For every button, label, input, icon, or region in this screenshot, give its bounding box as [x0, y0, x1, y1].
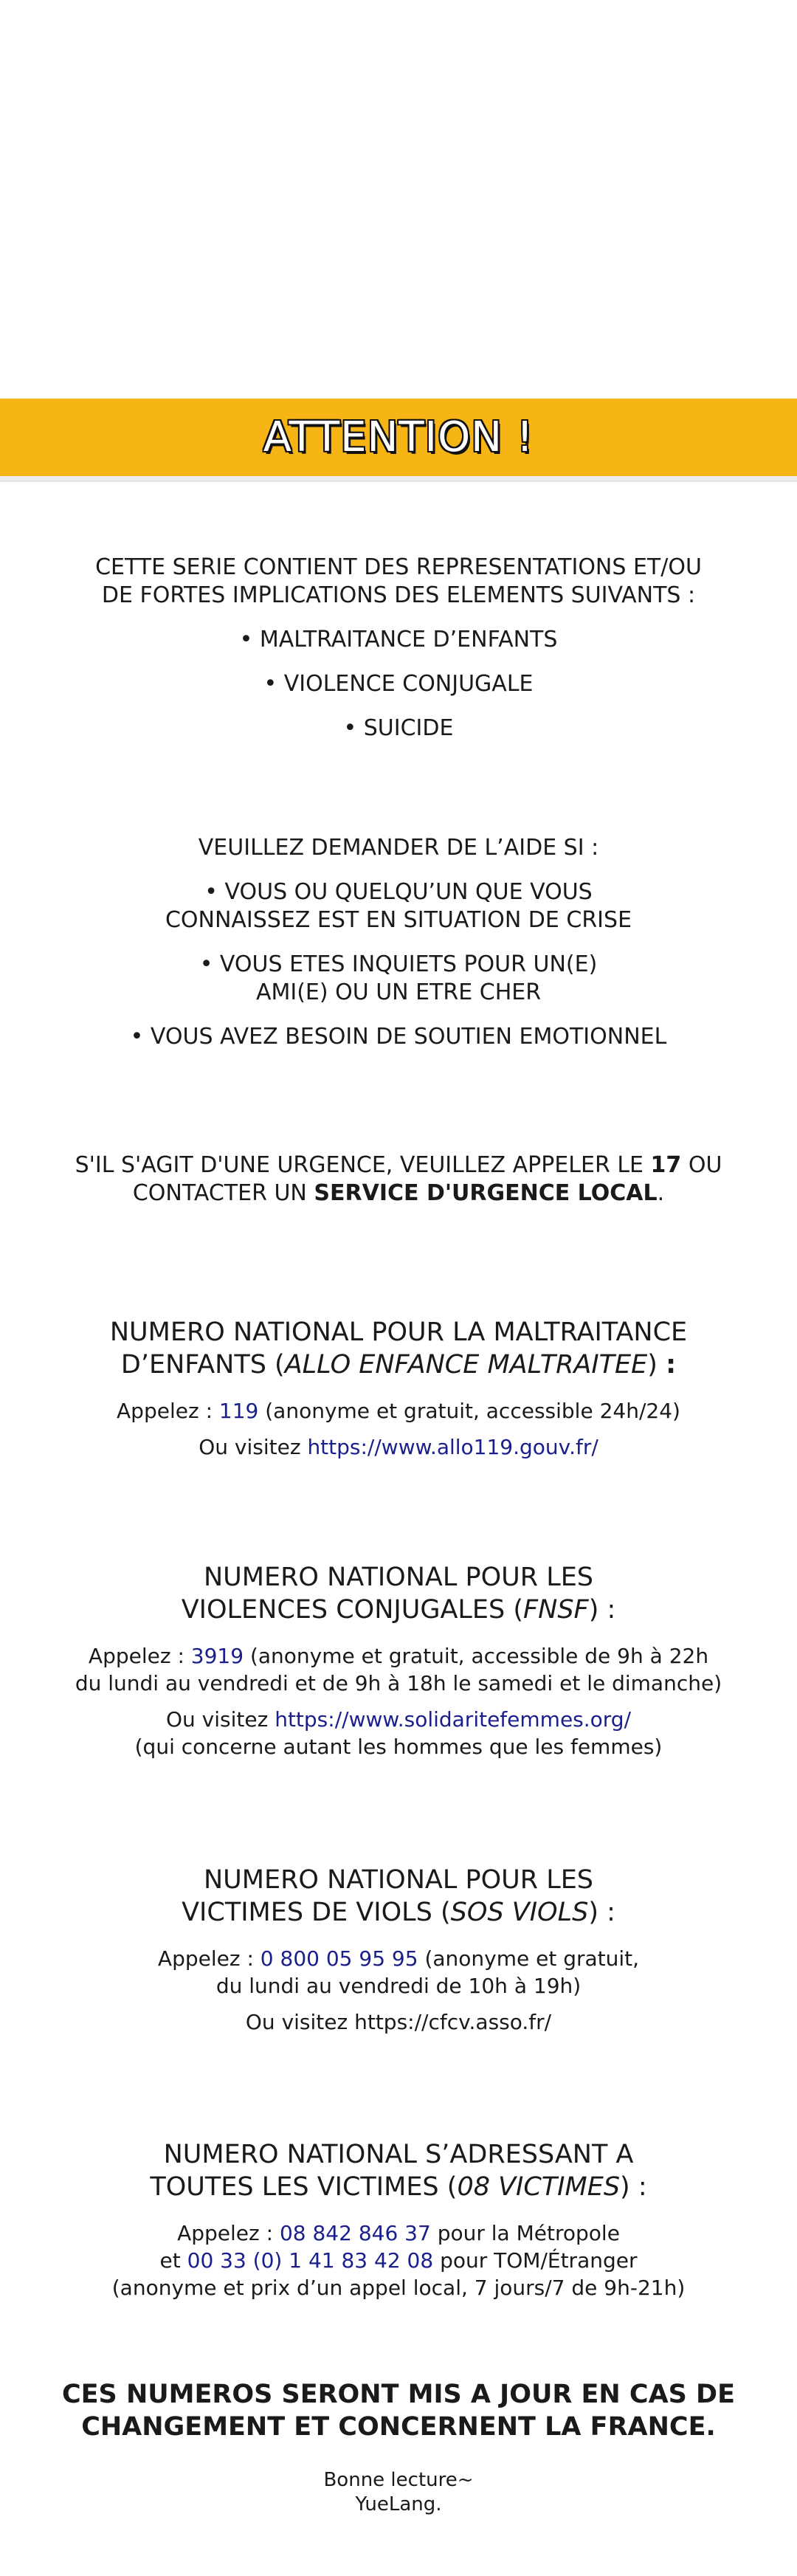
warning-item: • MALTRAITANCE D’ENFANTS	[239, 627, 558, 652]
call-line-2: du lundi au vendredi et de 9h à 18h le samedi et le dimanche)	[75, 1671, 722, 1695]
footer-notice-line-2: CHANGEMENT ET CONCERNENT LA FRANCE.	[81, 2412, 716, 2442]
warning-intro-line-1: CETTE SERIE CONTIENT DES REPRESENTATIONS ET/OU	[95, 554, 702, 580]
help-intro: VEUILLEZ DEMANDER DE L’AIDE SI :	[198, 835, 599, 861]
warning-item: • SUICIDE	[343, 715, 454, 741]
visit-line: Ou visitez https://cfcv.asso.fr/	[245, 2010, 552, 2034]
call-line-2: et 00 33 (0) 1 41 83 42 08 pour TOM/Étranger	[159, 2248, 638, 2273]
call-line: Appelez : 0 800 05 95 95 (anonyme et gratuit,	[157, 1946, 640, 1971]
warning-item: • VIOLENCE CONJUGALE	[263, 671, 534, 697]
section-note: (qui concerne autant les hommes que les femmes)	[134, 1735, 663, 1759]
banner-title: ATTENTION !	[263, 413, 534, 461]
help-item-2-line-2: AMI(E) OU UN ETRE CHER	[255, 979, 542, 1005]
help-item-2-line-1: • VOUS ETES INQUIETS POUR UN(E)	[199, 951, 598, 977]
phone-number-link[interactable]: 08 842 846 37	[279, 2221, 431, 2245]
visit-line: Ou visitez https://www.solidaritefemmes.org/	[165, 1707, 632, 1732]
signature-name: YueLang.	[355, 2493, 442, 2515]
phone-number-link[interactable]: 3919	[190, 1644, 244, 1668]
warning-intro-line-2: DE FORTES IMPLICATIONS DES ELEMENTS SUIVANTS :	[101, 582, 696, 608]
section-title-line-1: NUMERO NATIONAL POUR LES	[203, 1563, 594, 1592]
help-item-1-line-2: CONNAISSEZ EST EN SITUATION DE CRISE	[165, 907, 632, 933]
footer-notice-line-1: CES NUMEROS SERONT MIS A JOUR EN CAS DE	[61, 2380, 736, 2409]
section-domestic-violence	[0, 1561, 797, 1760]
section-title-line-1: NUMERO NATIONAL S’ADRESSANT A	[163, 2140, 634, 2169]
help-item-1-line-1: • VOUS OU QUELQU’UN QUE VOUS	[204, 879, 593, 905]
section-title-line-1: NUMERO NATIONAL POUR LES	[203, 1865, 594, 1895]
section-title-line-2: VIOLENCES CONJUGALES (FNSF) :	[181, 1595, 616, 1625]
phone-number-link[interactable]: 119	[218, 1399, 259, 1423]
section-all-victims	[0, 2138, 797, 2301]
website-link[interactable]: https://www.allo119.gouv.fr/	[307, 1435, 598, 1459]
section-title-line-2: VICTIMES DE VIOLS (SOS VIOLS) :	[182, 1898, 615, 1927]
warning-section	[0, 554, 797, 743]
call-line-2: du lundi au vendredi de 10h à 19h)	[215, 1974, 582, 1998]
phone-number-link[interactable]: 0 800 05 95 95	[260, 1946, 418, 1971]
footer	[0, 2378, 797, 2517]
section-title-line-2: D’ENFANTS (ALLO ENFANCE MALTRAITEE) :	[120, 1350, 677, 1380]
emergency-number: 17	[650, 1152, 682, 1178]
section-rape-victims	[0, 1864, 797, 2036]
section-title-line-1: NUMERO NATIONAL POUR LA MALTRAITANCE	[109, 1318, 688, 1347]
urgency-line-1: S'IL S'AGIT D'UNE URGENCE, VEUILLEZ APPELER LE 17 OU	[75, 1152, 722, 1178]
visit-line: Ou visitez https://www.allo119.gouv.fr/	[199, 1435, 598, 1459]
help-section	[0, 834, 797, 1051]
signature-greeting: Bonne lecture~	[323, 2469, 474, 2491]
website-link[interactable]: https://www.solidaritefemmes.org/	[275, 1707, 632, 1732]
call-line: Appelez : 3919 (anonyme et gratuit, accessible de 9h à 22h	[88, 1644, 709, 1668]
section-title-line-2: TOUTES LES VICTIMES (08 VICTIMES) :	[150, 2172, 647, 2202]
call-line: Appelez : 08 842 846 37 pour la Métropole	[177, 2221, 620, 2245]
section-note: (anonyme et prix d’un appel local, 7 jours/7 de 9h-21h)	[111, 2276, 686, 2300]
local-emergency-service: SERVICE D'URGENCE LOCAL	[314, 1180, 658, 1206]
section-child-abuse	[0, 1316, 797, 1461]
call-line: Appelez : 119 (anonyme et gratuit, accessible 24h/24)	[117, 1399, 680, 1423]
phone-number-link[interactable]: 00 33 (0) 1 41 83 42 08	[187, 2248, 434, 2273]
urgency-section	[0, 1151, 797, 1208]
help-item-3: • VOUS AVEZ BESOIN DE SOUTIEN EMOTIONNEL	[130, 1024, 667, 1050]
urgency-line-2: CONTACTER UN SERVICE D'URGENCE LOCAL.	[132, 1180, 665, 1206]
attention-banner	[0, 399, 797, 476]
